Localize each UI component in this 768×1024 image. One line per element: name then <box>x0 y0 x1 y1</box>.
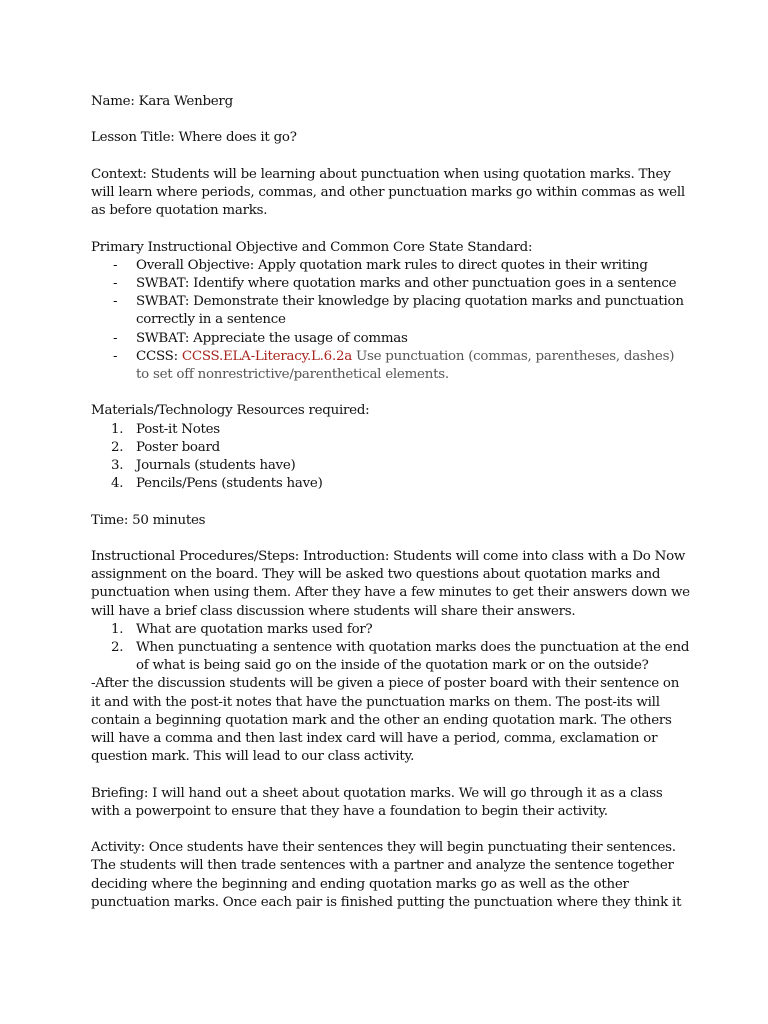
material-text: Journals (students have) <box>136 458 296 473</box>
procedures-intro: Instructional Procedures/Steps: Introduction: Students will come into class with a Do Now assignment on the board. They will be asked two questions about quotation marks and punctuation when using them. After they have a few minutes to get their answers down we will have a brief class discussion where students will share their answers. <box>91 548 690 619</box>
material-item: 1. Post-it Notes <box>111 421 220 437</box>
procedures-after: -After the discussion students will be given a piece of poster board with their sentence on it and with the post-it notes that have the punctuation marks on them. The post-its will contain a beginning quotation mark and the other an ending quotation mark. The others will have a comma and then last index card will have a period, comma, exclamation or question mark. This will lead to our class activity. <box>91 676 680 765</box>
material-text: Poster board <box>136 439 220 455</box>
ccss-standard-link[interactable]: CCSS.ELA-Literacy.L.6.2a <box>181 348 352 364</box>
objective-text: SWBAT: Identify where quotation marks and other punctuation goes in a sentence <box>136 275 677 291</box>
objective-item: - Overall Objective: Apply quotation mark rules to direct quotes in their writing <box>113 257 648 273</box>
activity-paragraph: Activity: Once students have their sentences they will begin punctuating their sentences. The students will then trade sentences with a partner and analyze the sentence together deciding where the beginning and ending quotation marks go as well as the other punctuation marks. Once each pair is finished putting the punctuation where they think it <box>91 840 682 910</box>
question-text: What are quotation marks used for? <box>136 621 373 637</box>
objective-item: - SWBAT: Demonstrate their knowledge by placing quotation marks and punctuation correctly in a sentence <box>113 294 684 328</box>
name-line: Name: Kara Wenberg <box>91 94 233 109</box>
objective-text: SWBAT: Appreciate the usage of commas <box>136 330 408 346</box>
context-paragraph: Context: Students will be learning about punctuation when using quotation marks. They will learn where periods, commas, and other punctuation marks go within commas as well as before quotation marks. <box>91 166 685 219</box>
material-item: 4. Pencils/Pens (students have) <box>111 476 323 492</box>
time-line: Time: 50 minutes <box>91 512 206 528</box>
question-item: 1. What are quotation marks used for? <box>111 621 373 637</box>
lesson-title: Lesson Title: Where does it go? <box>91 130 297 146</box>
briefing-paragraph: Briefing: I will hand out a sheet about quotation marks. We will go through it as a class with a powerpoint to ensure that they have a foundation to begin their activity. <box>91 785 663 819</box>
materials-list <box>91 421 691 494</box>
materials-heading: Materials/Technology Resources required: <box>91 403 370 419</box>
lesson-plan-text <box>91 93 691 930</box>
do-now-questions <box>91 621 691 676</box>
ccss-item: - CCSS: CCSS.ELA-Literacy.L.6.2a Use punctuation (commas, parentheses, dashes) to set off nonrestrictive/parenthetical elements. <box>113 348 675 382</box>
objectives-heading: Primary Instructional Objective and Common Core State Standard: <box>91 239 533 255</box>
objective-text: Overall Objective: Apply quotation mark rules to direct quotes in their writing <box>136 257 648 273</box>
objective-text: SWBAT: Demonstrate their knowledge by placing quotation marks and punctuation correctly in a sentence <box>136 294 684 328</box>
objective-item: - SWBAT: Appreciate the usage of commas <box>113 330 408 346</box>
material-item: 2. Poster board <box>111 439 220 455</box>
ccss-standard-text: Use punctuation (commas, parentheses, dashes) to set off nonrestrictive/parenthetical elements. <box>136 348 675 382</box>
objective-item: - SWBAT: Identify where quotation marks and other punctuation goes in a sentence <box>113 275 677 291</box>
material-text: Post-it Notes <box>136 421 220 437</box>
material-item: 3. Journals (students have) <box>111 458 296 473</box>
question-item: 2. When punctuating a sentence with quotation marks does the punctuation at the end of what is being said go on the inside of the quotation mark or on the outside? <box>111 640 690 674</box>
objectives-list <box>91 257 691 384</box>
material-text: Pencils/Pens (students have) <box>136 476 323 492</box>
question-text: When punctuating a sentence with quotation marks does the punctuation at the end of what is being said go on the inside of the quotation mark or on the outside? <box>136 640 690 674</box>
ccss-prefix: CCSS: <box>136 348 182 364</box>
